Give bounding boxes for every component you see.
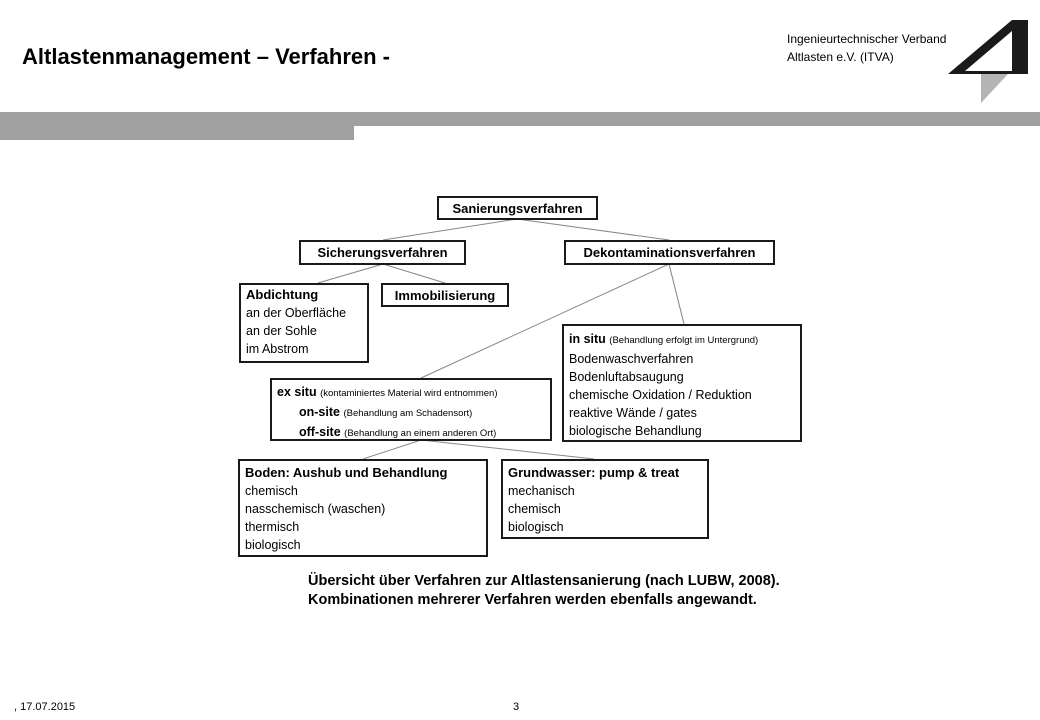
in-situ-item: biologische Behandlung [569, 424, 702, 438]
off-site-note: (Behandlung an einem anderen Ort) [344, 428, 497, 439]
boden-item: chemisch [245, 484, 298, 498]
in-situ-node [562, 324, 802, 442]
boden-node [238, 459, 488, 557]
ex-situ-title: ex situ [277, 385, 317, 399]
grundwasser-item: mechanisch [508, 484, 575, 498]
abdichtung-item: an der Oberfläche [246, 306, 347, 320]
grundwasser-item: chemisch [508, 502, 561, 516]
in-situ-item: reaktive Wände / gates [569, 406, 697, 420]
in-situ-title: in situ [569, 332, 606, 346]
grundwasser-title: Grundwasser: pump & treat [508, 465, 680, 480]
abdichtung-item: im Abstrom [246, 342, 309, 356]
org-line-1: Ingenieurtechnischer Verband [787, 32, 947, 46]
page-number: 3 [513, 701, 520, 713]
org-line-2: Altlasten e.V. (ITVA) [787, 50, 894, 64]
boden-item: thermisch [245, 520, 300, 534]
figure-caption [308, 572, 780, 610]
ex-situ-node [270, 378, 552, 441]
in-situ-note: (Behandlung erfolgt im Untergrund) [609, 335, 759, 346]
ex-situ-note: (kontaminiertes Material wird entnommen) [320, 388, 498, 399]
boden-title: Boden: Aushub und Behandlung [245, 465, 448, 480]
on-site-label: on-site [299, 405, 340, 419]
caption-line-1: Übersicht über Verfahren zur Altlastensanierung (nach LUBW, 2008). [308, 573, 780, 589]
grundwasser-item: biologisch [508, 520, 564, 534]
abdichtung-node [239, 283, 369, 363]
in-situ-item: Bodenluftabsaugung [569, 370, 684, 384]
on-site-note: (Behandlung am Schadensort) [343, 408, 473, 419]
footer-date: , 17.07.2015 [14, 701, 76, 713]
in-situ-item: chemische Oxidation / Reduktion [569, 388, 752, 402]
abdichtung-item: an der Sohle [246, 324, 317, 338]
off-site-label: off-site [299, 425, 341, 439]
sanierungsverfahren-node: Sanierungsverfahren [437, 196, 598, 220]
abdichtung-title: Abdichtung [246, 287, 319, 302]
page-title: Altlastenmanagement – Verfahren - [22, 44, 391, 69]
boden-item: nasschemisch (waschen) [245, 502, 386, 516]
immobilisierung-node: Immobilisierung [381, 283, 509, 307]
dekontaminationsverfahren-node: Dekontaminationsverfahren [564, 240, 775, 265]
caption-line-2: Kombinationen mehrerer Verfahren werden ebenfalls angewandt. [308, 592, 757, 608]
grundwasser-node [501, 459, 709, 539]
sicherungsverfahren-node: Sicherungsverfahren [299, 240, 466, 265]
in-situ-item: Bodenwaschverfahren [569, 352, 694, 366]
boden-item: biologisch [245, 538, 301, 552]
